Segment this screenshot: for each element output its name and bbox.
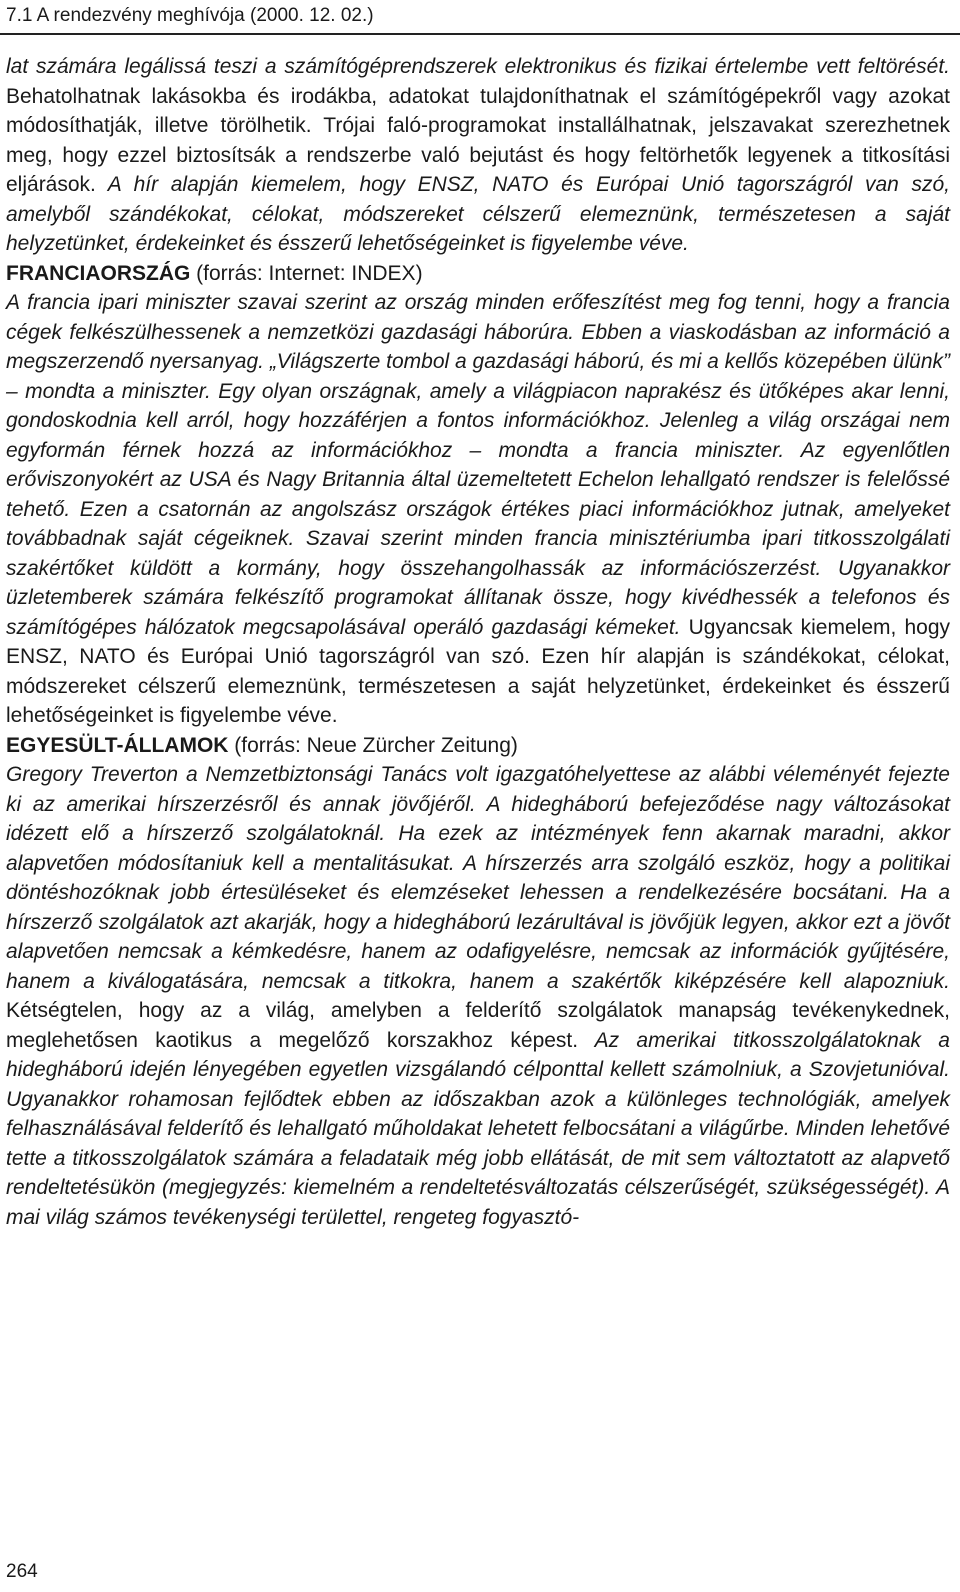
intro-normal-text: Behatolhatnak lakásokba és irodákba, adatokat tulajdoníthatnak el számítógépekről vagy azokat módosíthatják, illetve törölhetik. Trójai faló-programokat installálhatnak, jelszavakat szerezhetnek meg, hogy ezzel biztosítsák a rendszerbe való bejutást és hogy feltörhetők legyenek a titkosítási eljárások. bbox=[6, 84, 950, 196]
usa-source: (forrás: Neue Zürcher Zeitung) bbox=[228, 733, 518, 757]
france-heading: FRANCIAORSZÁG bbox=[6, 261, 191, 285]
intro-paragraph bbox=[6, 52, 950, 259]
france-heading-line bbox=[6, 259, 950, 289]
usa-italic-end: Az amerikai titkosszolgálatoknak a hidegháború idején lényegében egyetlen vizsgálandó célponttal kellett számolniuk, a Szovjetunióval. Ugyanakkor rohamosan fejlődtek ebben az időszakban azok a különleges technológiák, amelyek felhasználásával felderítő és lehallgató műholdakat lehetett felbocsátani a világűrbe. Minden lehetővé tette a titkosszolgálatok számára a feladataik még jobb ellátását, de mit sem változtatott az alapvető rendeltetésükön (megjegyzés: kiemelném a rendeltetésváltozatás célszerűségét, szükségességét). A mai világ számos tevékenységi területtel, rengeteg fogyasztó- bbox=[6, 1028, 950, 1229]
intro-italic-start: lat számára legálissá teszi a számítógéprendszerek elektronikus és fizikai értelembe vett feltörését. bbox=[6, 55, 950, 78]
page-number: 264 bbox=[6, 1561, 38, 1582]
header-divider bbox=[0, 33, 960, 35]
usa-heading: EGYESÜLT-ÁLLAMOK bbox=[6, 733, 229, 757]
intro-italic-end: A hír alapján kiemelem, hogy ENSZ, NATO és Európai Unió tagországról van szó, amelyből szándékokat, célokat, módszereket célszerű elemeznünk, természetesen a saját helyzetünket, érdekeinket és ésszerű lehetőségeinket is figyelembe véve. bbox=[6, 173, 950, 255]
france-italic-text: A francia ipari miniszter szavai szerint az ország minden erőfeszítést meg fog tenni, hogy a francia cégek felkészülhessenek a nemzetközi gazdasági háborúra. Ebben a viaskodásban az információ a megszerzendő nyersanyag. „Világszerte tombol a gazdasági háború, és mi a kellős közepében ülünk” – mondta a miniszter. Egy olyan országnak, amely a világpiacon naprakész és ütőképes akar lenni, gondoskodnia kell arról, hogy hozzáférjen a fontos információkhoz. Jelenleg a világ országai nem egyformán férnek hozzá az információkhoz – mondta a francia miniszter. Az egyenlőtlen erőviszonyokért az USA és Nagy Britannia által üzemeltetett Echelon lehallgató rendszer is felelőssé tehető. Ezen a csatornán az angolszász országok értékes piaci információkhoz jutnak, amelyeket továbbadnak saját cégeiknek. Szavai szerint minden francia minisztériumba ipari titkosszolgálati szakértőket küldött a kormány, hogy összehangolhassák az információszerzést. Ugyanakkor üzletemberek számára felkészítő programokat állítanak össze, hogy kivédhessék a telefonos és számítógépes hálózatok megcsapolásával operáló gazdasági kémeket. bbox=[6, 291, 950, 639]
running-header: 7.1 A rendezvény meghívója (2000. 12. 02.) bbox=[6, 5, 374, 26]
france-normal-text: Ugyancsak kiemelem, hogy ENSZ, NATO és Európai Unió tagországról van szó. Ezen hír alapján is szándékokat, célokat, módszereket célszerű elemeznünk, természetesen a saját helyzetünket, érdekeinket és ésszerű lehetőségeinket is figyelembe véve. bbox=[6, 615, 950, 727]
france-paragraph bbox=[6, 288, 950, 731]
france-source: (forrás: Internet: INDEX) bbox=[190, 261, 423, 285]
page-body bbox=[6, 52, 950, 1232]
usa-paragraph bbox=[6, 760, 950, 1232]
usa-normal-text: Kétségtelen, hogy az a világ, amelyben a felderítő szolgálatok manapság tevékenykednek, meglehetősen kaotikus a megelőző korszakhoz képest. bbox=[6, 999, 950, 1052]
usa-heading-line bbox=[6, 731, 950, 761]
usa-italic-text: Gregory Treverton a Nemzetbiztonsági Tanács volt igazgatóhelyettese az alábbi véleményét fejezte ki az amerikai hírszerzésről és annak jövőjéről. A hidegháború befejeződése nagy változásokat idézett elő a hírszerző szolgálatoknál. Ha ezek az intézmények fenn akarnak maradni, akkor alapvetően módosítaniuk kell a mentalitásukat. A hírszerzés arra szolgáló eszköz, hogy a politikai döntéshozóknak jobb értesüléseket és elemzéseket lehessen a rendelkezésére bocsátani. Ha a hírszerző szolgálatok azt akarják, hogy a hidegháború lezárultával is jövőjük legyen, akkor ezt a jövőt alapvetően nemcsak a kémkedésre, hanem az odafigyelésre, nemcsak az információk gyűjtésére, hanem a kiválogatására, nemcsak a titkokra, hanem a szakértők kiképzésére kell alapozniuk. bbox=[6, 763, 950, 993]
